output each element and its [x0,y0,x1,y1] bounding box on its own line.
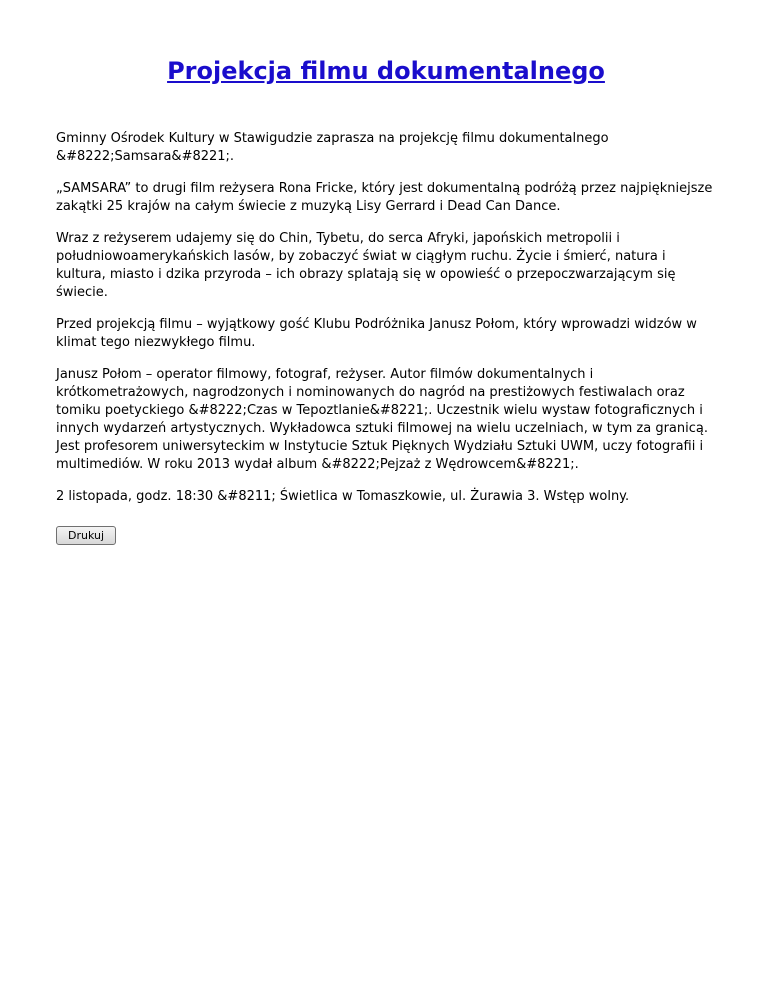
page-title [56,56,716,86]
paragraph-film-description: „SAMSARA” to drugi film reżysera Rona Fricke, który jest dokumentalną podróżą przez najpiękniejsze zakątki 25 krajów na całym świecie z muzyką Lisy Gerrard i Dead Can Dance. [56,181,713,214]
article [56,0,716,520]
paragraph-journey: Wraz z reżyserem udajemy się do Chin, Tybetu, do serca Afryki, japońskich metropolii i południowoamerykańskich lasów, by zobaczyć świat w ciągłym ruchu. Życie i śmierć, natura i kultura, miasto i dzika przyroda – ich obrazy splatają się w opowieść o przepoczwarzającym się świecie. [56,231,676,300]
paragraph-intro: Gminny Ośrodek Kultury w Stawigudzie zaprasza na projekcję filmu dokumentalnego &#8222;Samsara&#8221;. [56,131,609,164]
paragraph-event-details: 2 listopada, godz. 18:30 &#8211; Świetlica w Tomaszkowie, ul. Żurawia 3. Wstęp wolny. [56,489,630,504]
title-link[interactable]: Projekcja filmu dokumentalnego [167,57,605,85]
article-body [56,130,716,506]
paragraph-guest-bio: Janusz Połom – operator filmowy, fotograf, reżyser. Autor filmów dokumentalnych i krótkometrażowych, nagrodzonych i nominowanych do nagród na prestiżowych festiwalach oraz tomiku poetyckiego &#8222;Czas w Tepoztlanie&#8221;. Uczestnik wielu wystaw fotograficznych i innych wydarzeń artystycznych. Wykładowca sztuki filmowej na wielu uczelniach, w tym za granicą. Jest profesorem uniwersyteckim w Instytucie Sztuk Pięknych Wydziału Sztuki UWM, uczy fotografii i multimediów. W roku 2013 wydał album &#8222;Pejzaż z Wędrowcem&#8221;. [56,367,708,472]
paragraph-guest: Przed projekcją filmu – wyjątkowy gość Klubu Podróżnika Janusz Połom, który wprowadzi widzów w klimat tego niezwykłego filmu. [56,317,697,350]
print-button[interactable]: Drukuj [56,526,116,545]
